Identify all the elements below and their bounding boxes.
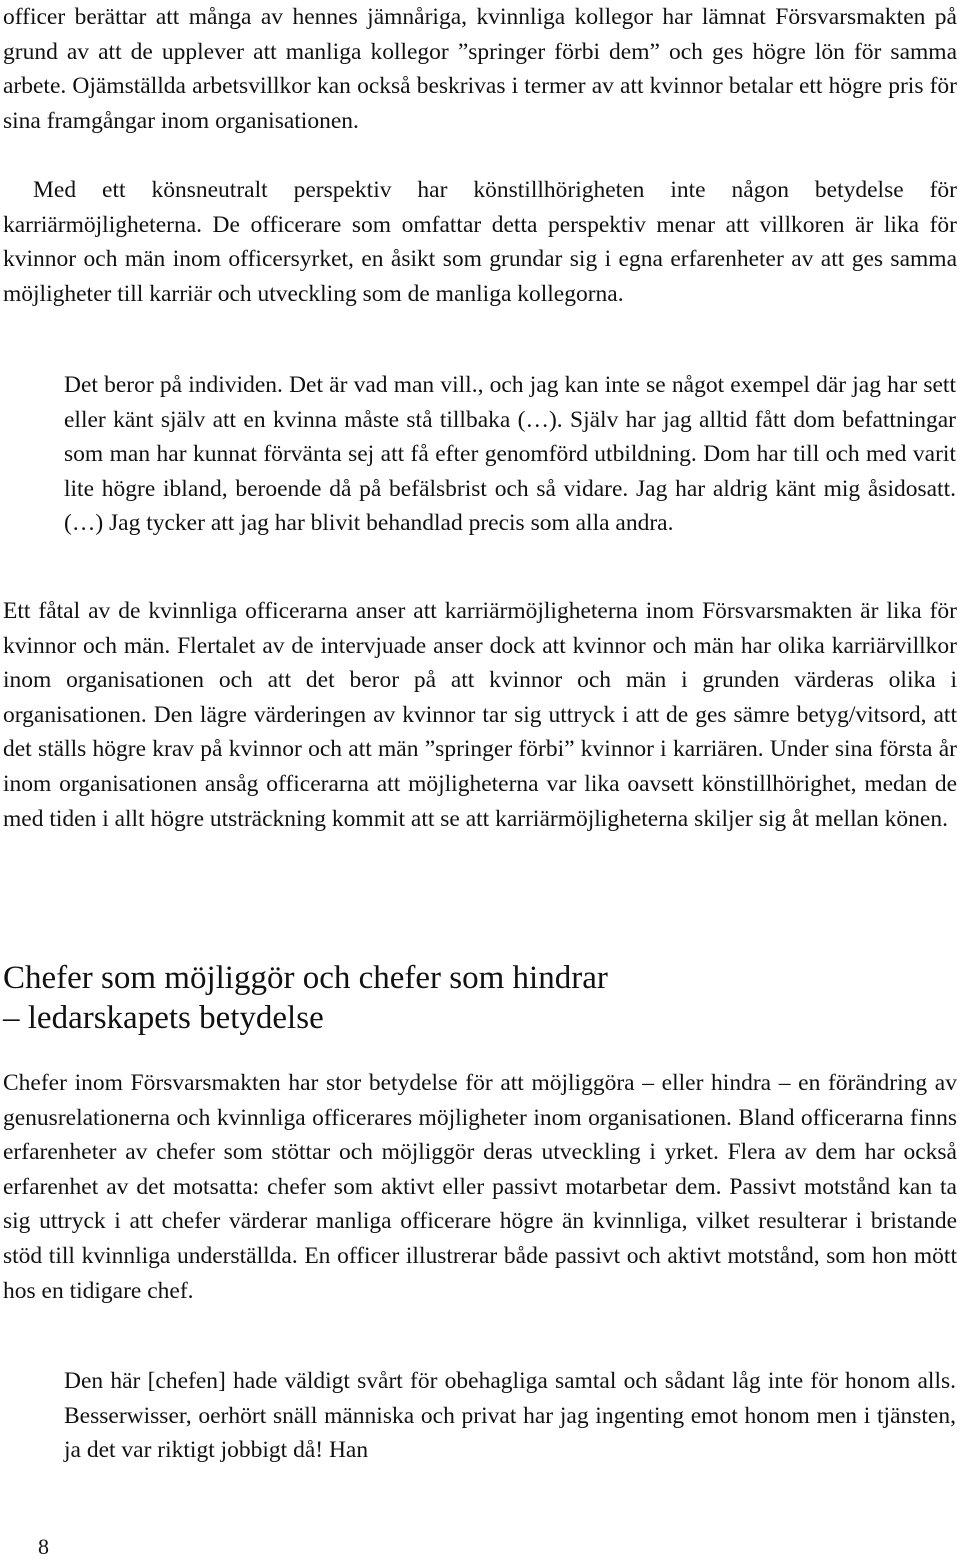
section-heading-line-1: Chefer som möjliggör och chefer som hindrar	[3, 960, 608, 996]
paragraph-career-opportunities: Ett fåtal av de kvinnliga officerarna anser att karriärmöjligheterna inom Försvarsmakten är lika för kvinnor och män. Flertalet av de intervjuade anser dock att kvinnor och män har olika karriärvillkor inom organisationen och att det beror på att kvinnor och män i grunden värderas olika i organisationen. Den lägre värderingen av kvinnor tar sig uttryck i att de ges sämre betyg/vitsord, att det ställs högre krav på kvinnor och att män ”springer förbi” kvinnor i karriären. Under sina första år inom organisationen ansåg officerarna att möjligheterna var lika oavsett könstillhörighet, medan de med tiden i allt högre utsträckning kommit att se att karriärmöjligheterna skiljer sig åt mellan könen.	[3, 598, 957, 832]
section-heading-line-2: – ledarskapets betydelse	[3, 1000, 324, 1036]
paragraph-leadership: Chefer inom Försvarsmakten har stor betydelse för att möjliggöra – eller hindra – en förändring av genusrelationerna och kvinnliga officerares möjligheter inom organisationen. Bland officerarna finns erfarenheter av chefer som stöttar och möjliggör deras utveckling i yrket. Flera av dem har också erfarenhet av det motsatta: chefer som aktivt eller passivt motarbetar dem. Passivt motstånd kan ta sig uttryck i att chefer värderar manliga officerare högre än kvinnliga, vilket resulterar i bristande stöd till kvinnliga underställda. En officer illustrerar både passivt och aktivt motstånd, som hon mött hos en tidigare chef.	[3, 1070, 957, 1304]
paragraph-continued: officer berättar att många av hennes jämnåriga, kvinnliga kollegor har lämnat Försvarsmakten på grund av att de upplever att manliga kollegor ”springer förbi dem” och ges högre lön för samma arbete. Ojämställda arbetsvillkor kan också beskrivas i termer av att kvinnor betalar ett högre pris för sina framgångar inom organisationen.	[3, 4, 957, 134]
section-heading	[3, 958, 903, 1038]
block-quote-individual: Det beror på individen. Det är vad man vill., och jag kan inte se något exempel där jag har sett eller känt själv att en kvinna måste stå tillbaka (…). Själv har jag alltid fått dom befattningar som man har kunnat förvänta sej att få efter genomförd utbildning. Dom har till och med varit lite högre ibland, beroende då på befälsbrist och så vidare. Jag har aldrig känt mig åsidosatt. (…) Jag tycker att jag har blivit behandlad precis som alla andra.	[64, 372, 956, 537]
paragraph-gender-neutral-perspective: Med ett könsneutralt perspektiv har könstillhörigheten inte någon betydelse för karriärmöjligheterna. De officerare som omfattar detta perspektiv menar att villkoren är lika för kvinnor och män inom officersyrket, en åsikt som grundar sig i egna erfarenheter av att ges samma möjligheter till karriär och utveckling som de manliga kollegorna.	[3, 177, 957, 307]
page-number: 8	[38, 1534, 49, 1559]
block-quote-former-chief: Den här [chefen] hade väldigt svårt för obehagliga samtal och sådant låg inte för honom alls. Besserwisser, oerhört snäll människa och privat har jag ingenting emot honom men i tjänsten, ja det var riktigt jobbigt då! Han	[64, 1368, 956, 1464]
